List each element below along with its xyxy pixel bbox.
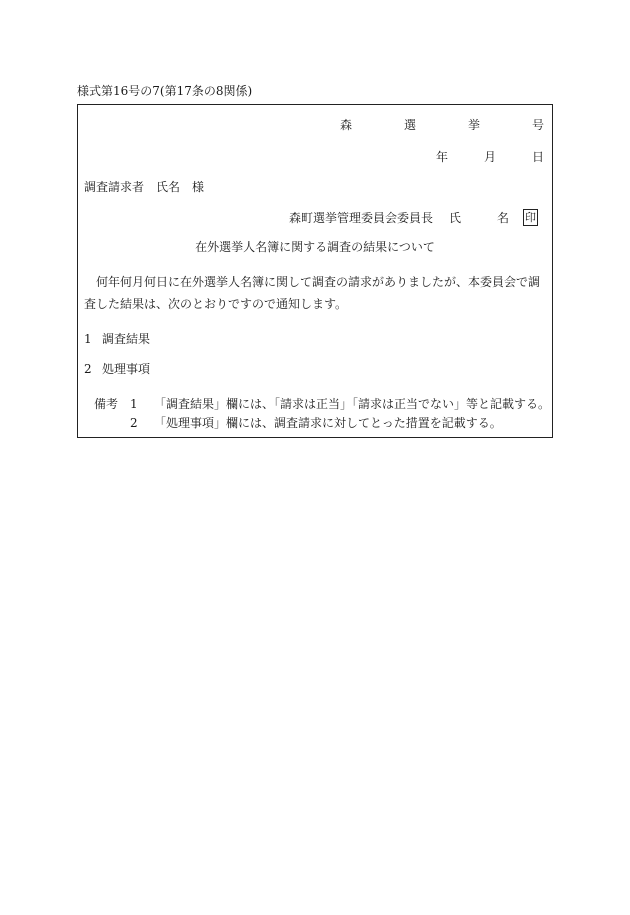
remark-number: 1: [130, 397, 138, 411]
item-label: 調査結果: [102, 332, 151, 346]
date-line: [436, 151, 544, 163]
notice-form-frame: [77, 104, 564, 438]
document-number: 森 選 挙 号: [339, 118, 564, 132]
document-title: 在外選挙人名簿に関する調査の結果について: [195, 240, 435, 254]
remark-row: [94, 395, 550, 414]
item-investigation-result: [84, 333, 150, 345]
item-number: 1: [84, 332, 92, 346]
item-label: 処理事項: [102, 362, 151, 376]
issuer-name-label: 氏 名: [448, 210, 521, 225]
remark-number: 2: [130, 416, 138, 430]
notice-body: 何年何月何日に在外選挙人名簿に関して調査の請求がありましたが、本委員会で調査した結果は、次のとおりですので通知します。: [84, 275, 541, 311]
date-day: 日: [531, 150, 544, 164]
item-action-taken: [84, 363, 150, 375]
issuer-line: [289, 209, 538, 226]
remarks-heading: 備考: [94, 397, 119, 411]
remarks-section: [94, 395, 550, 433]
seal-mark: 印: [525, 211, 536, 224]
remark-text: 「処理事項」欄には、調査請求に対してとった措置を記載する。: [154, 416, 502, 430]
date-year: 年: [435, 150, 448, 164]
remark-text: 「調査結果」欄には、「請求は正当」「請求は正当でない」等と記載する。: [154, 397, 551, 411]
issuer-organization: 森町選挙管理委員会委員長: [288, 210, 433, 225]
date-month: 月: [483, 150, 496, 164]
remarks-heading-spacer: [94, 414, 130, 433]
item-number: 2: [84, 362, 92, 376]
form-number-label: 様式第16号の7(第17条の8関係): [77, 84, 253, 98]
addressee: 調査請求者 氏名 様: [84, 180, 205, 194]
remark-row: [94, 414, 550, 433]
